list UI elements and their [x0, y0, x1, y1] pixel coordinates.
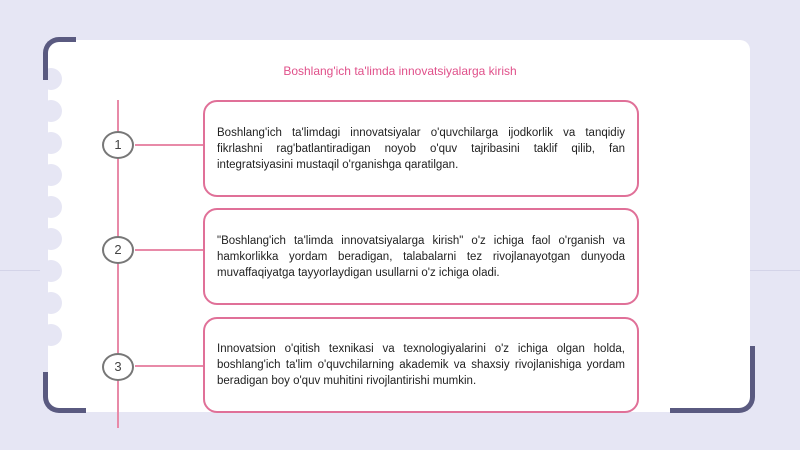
binder-hole: [40, 260, 62, 282]
content-box-2: [203, 208, 639, 305]
content-text-1: Boshlang'ich ta'limdagi innovatsiyalar o'quvchilarga ijodkorlik va tanqidiy fikrlashni rag'batlantiradigan noyob o'quv tajribasini taklif qilib, fan integratsiyasini mustaqil o'rganishga qaratilgan.: [217, 126, 625, 171]
step-number-1: 1: [102, 131, 134, 159]
timeline-connector: [135, 249, 203, 251]
content-text-2: "Boshlang'ich ta'limda innovatsiyalarga kirish" o'z ichiga faol o'rganish va hamkorlikka yordam beradigan, talabalarni tez rivojlanayotgan dunyoda muvaffaqiyatga tayyorlaydigan usullarni o'z ichiga oladi.: [217, 234, 625, 279]
step-number-3: 3: [102, 353, 134, 381]
binder-hole: [40, 164, 62, 186]
content-text-3: Innovatsion o'qitish texnikasi va texnologiyalarini o'z ichiga olgan holda, boshlang'ich ta'lim o'quvchilarning akademik va shaxsiy rivojlanishiga yordam beradigan boy o'quv muhitini rivojlantirishi mumkin.: [217, 343, 625, 387]
timeline-connector: [135, 365, 203, 367]
binder-hole: [40, 324, 62, 346]
frame-corner-bottom-right: [670, 346, 755, 413]
step-number-2: 2: [102, 236, 134, 264]
timeline-connector: [135, 144, 203, 146]
binder-hole: [40, 196, 62, 218]
frame-corner-bottom-left: [43, 372, 86, 413]
binder-hole: [40, 132, 62, 154]
slide-title: Boshlang'ich ta'limda innovatsiyalarga kirish: [283, 64, 517, 78]
binder-hole: [40, 228, 62, 250]
content-box-1: [203, 100, 639, 197]
binder-hole: [40, 100, 62, 122]
content-box-3: [203, 317, 639, 413]
binder-hole: [40, 292, 62, 314]
